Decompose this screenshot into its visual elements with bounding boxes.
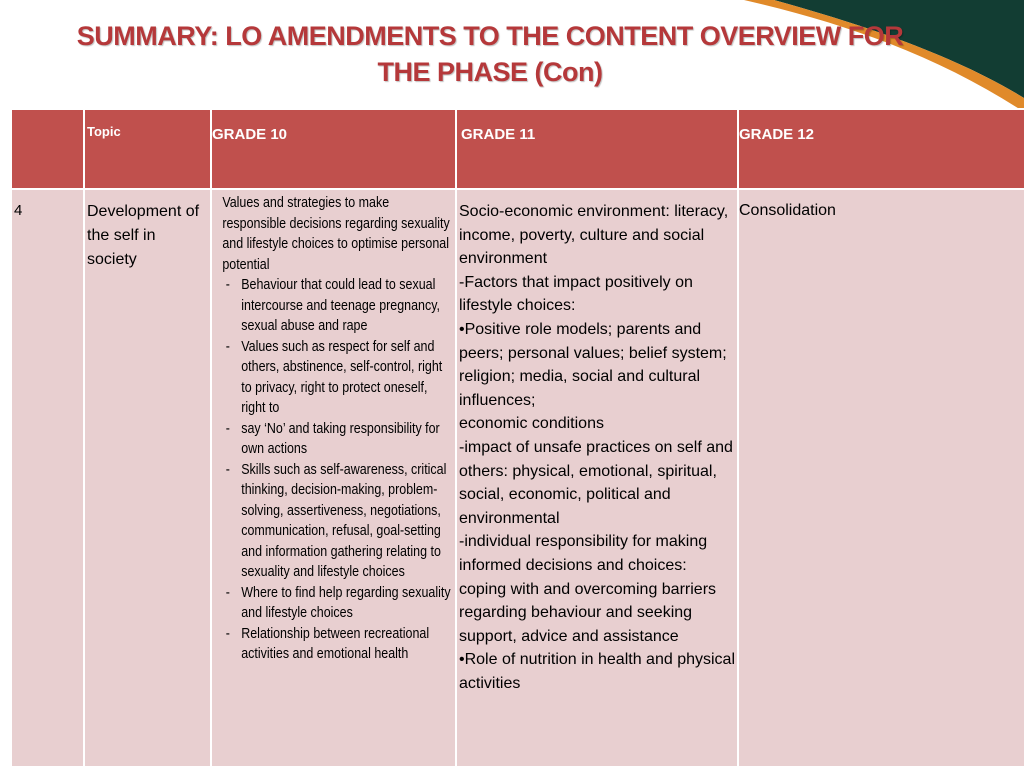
grade11-line: -Factors that impact positively on lifestyle choices: (459, 273, 693, 315)
grade11-line: -impact of unsafe practices on self and others: physical, emotional, spiritual, social, economic, political and environmental (459, 438, 733, 527)
row-number: 4 (11, 189, 84, 767)
table-row (11, 189, 1024, 767)
grade10-item: - Where to find help regarding sexuality and lifestyle choices (222, 583, 454, 624)
grade10-item: - Values such as respect for self and others, abstinence, self-control, right to privacy, right to protect oneself, right to (222, 337, 454, 419)
grade10-item: - Relationship between recreational activities and emotional health (222, 624, 454, 665)
header-grade10: GRADE 10 (211, 109, 456, 189)
row-grade11 (456, 189, 738, 767)
grade11-line: economic conditions (459, 415, 604, 433)
table-header-row (11, 109, 1024, 189)
row-topic: Development of the self in society (84, 189, 211, 767)
header-topic: Topic (84, 109, 211, 189)
grade11-line: -individual responsibility for making informed decisions and choices: coping with and overcoming barriers regarding behaviour and seeking support, advice and assistance (459, 533, 717, 645)
grade11-line: Socio-economic environment: literacy, income, poverty, culture and social environment (459, 203, 729, 268)
grade10-item: - Skills such as self-awareness, critical thinking, decision-making, problem-solving, assertiveness, negotiations, communication, refusal, goal-setting and information gathering relating to sexuality and lifestyle choices (222, 460, 454, 583)
header-grade12: GRADE 12 (738, 109, 1024, 189)
grade11-line: •Role of nutrition in health and physical activities (459, 651, 735, 692)
row-grade12: Consolidation (738, 189, 1024, 767)
header-grade11: GRADE 11 (456, 109, 738, 189)
grade10-item: - say ‘No’ and taking responsibility for own actions (222, 419, 454, 460)
grade10-intro: Values and strategies to make responsible decisions regarding sexuality and lifestyle choices to optimise personal potential (222, 195, 450, 273)
grade10-item: - Behaviour that could lead to sexual intercourse and teenage pregnancy, sexual abuse and rape (222, 275, 454, 337)
grade11-line: •Positive role models; parents and peers; personal values; belief system; religion; media, social and cultural influences; (459, 320, 727, 409)
slide-title-line1: SUMMARY: LO AMENDMENTS TO THE CONTENT OVERVIEW FOR (76, 21, 904, 51)
row-grade10 (211, 189, 456, 767)
grade10-list (222, 275, 454, 665)
header-number (11, 109, 84, 189)
slide-title (0, 18, 980, 90)
content-table (10, 108, 1024, 768)
slide-title-line2: THE PHASE (Con) (377, 57, 603, 87)
